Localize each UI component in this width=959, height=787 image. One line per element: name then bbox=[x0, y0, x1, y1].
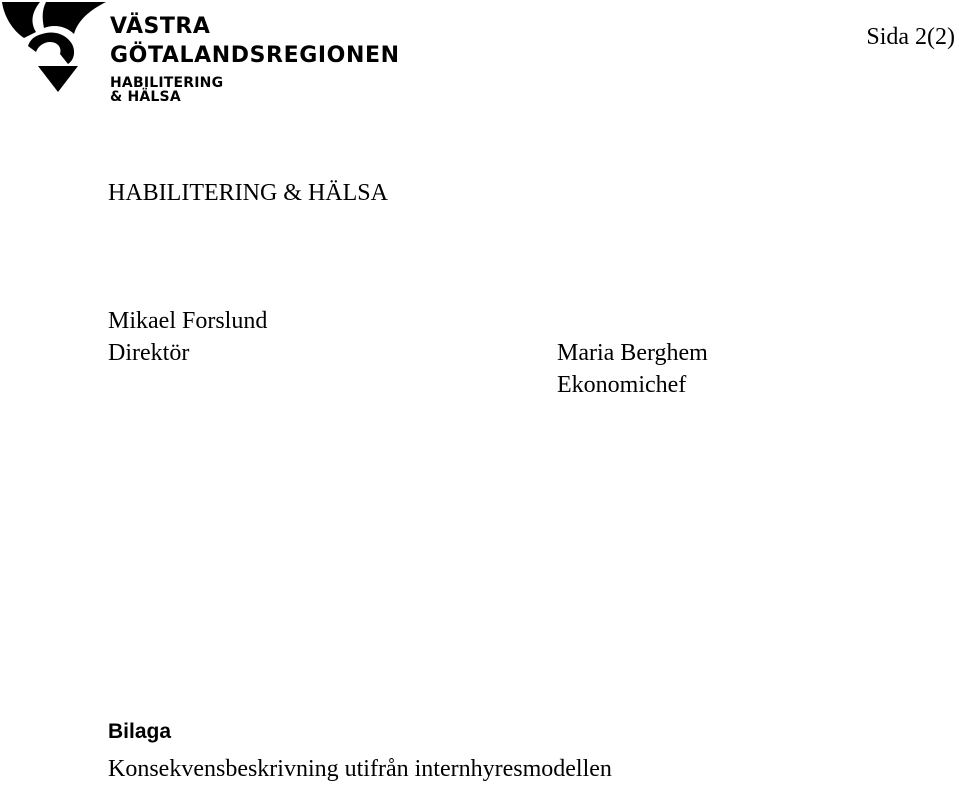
logo-line-3: HABILITERING & HÄLSA bbox=[110, 75, 224, 105]
page-number: Sida 2(2) bbox=[866, 24, 955, 50]
logo-line-2: GÖTALANDSREGIONEN bbox=[110, 43, 400, 68]
signatory-title-1: Direktör bbox=[108, 340, 190, 366]
attachment-title: Konsekvensbeskrivning utifrån internhyresmodellen bbox=[108, 756, 612, 782]
attachment-label: Bilaga bbox=[108, 720, 172, 743]
vgr-logo-icon bbox=[2, 2, 106, 94]
logo-line-1: VÄSTRA bbox=[110, 14, 211, 39]
signatory-name-1: Mikael Forslund bbox=[108, 308, 268, 334]
signatory-title-2: Ekonomichef bbox=[557, 372, 687, 398]
signatory-name-2: Maria Berghem bbox=[557, 340, 708, 366]
department-heading: HABILITERING & HÄLSA bbox=[108, 180, 388, 206]
